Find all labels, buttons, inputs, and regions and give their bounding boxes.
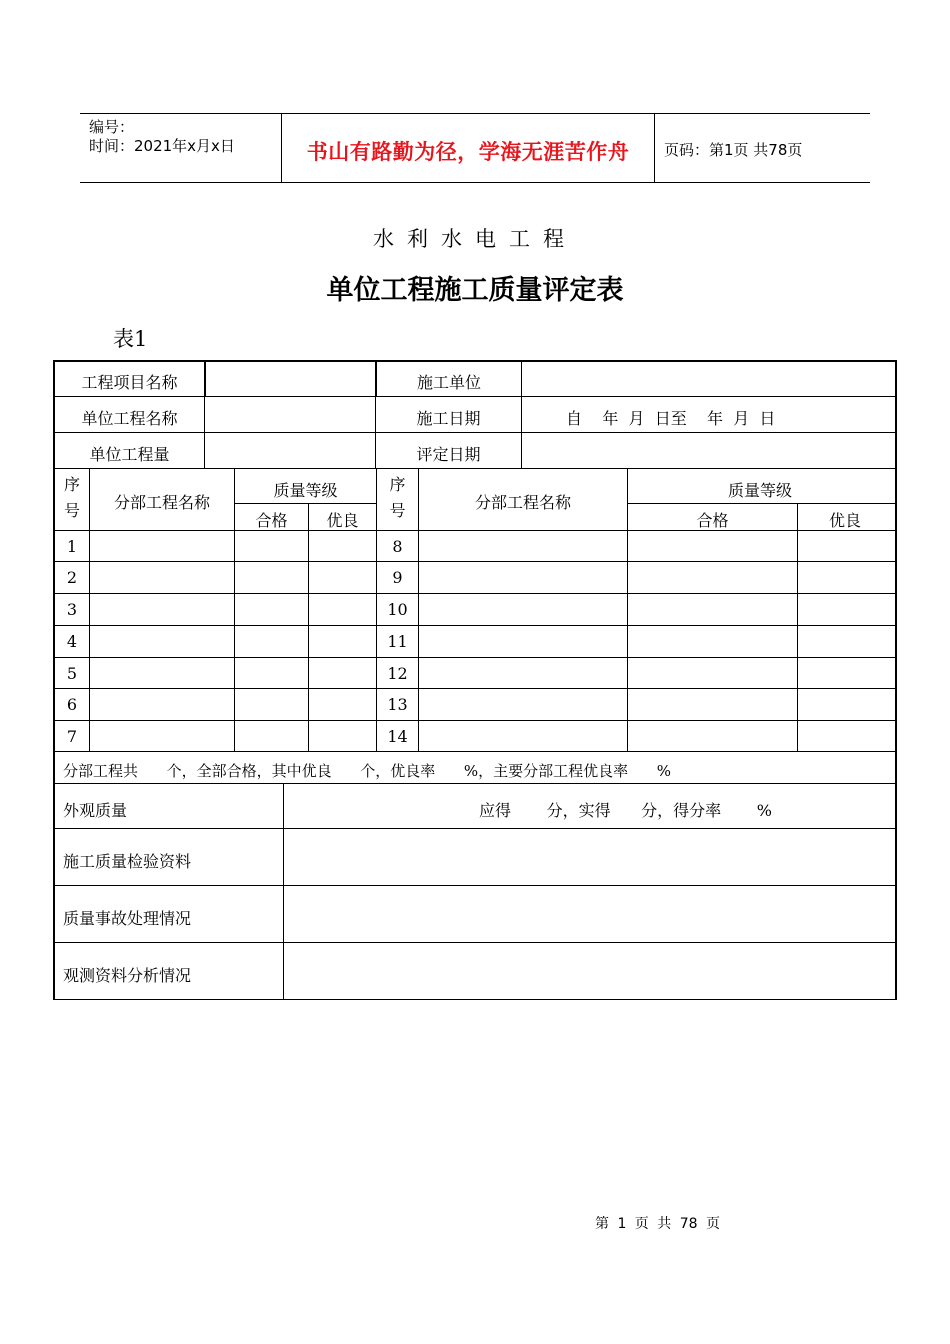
slogan: 书山有路勤为径，学海无涯苦作舟 bbox=[306, 140, 630, 164]
row-divider bbox=[55, 657, 895, 658]
observation-label: 观测资料分析情况 bbox=[63, 966, 192, 985]
construction-unit-field[interactable] bbox=[522, 362, 892, 396]
row-number-right: 14 bbox=[387, 727, 408, 746]
row-number-left: 2 bbox=[66, 568, 78, 587]
unit-quantity-label: 单位工程量 bbox=[89, 445, 170, 464]
row-divider bbox=[235, 503, 376, 504]
observation-field[interactable] bbox=[284, 943, 892, 999]
inspection-label: 施工质量检验资料 bbox=[63, 852, 192, 871]
project-name-field[interactable] bbox=[206, 362, 375, 396]
qualified-header-right: 合格 bbox=[696, 511, 729, 530]
row-number-right: 8 bbox=[392, 537, 403, 556]
appearance-value: 应得 分，实得 分，得分率 % bbox=[479, 801, 772, 820]
accident-field[interactable] bbox=[284, 886, 892, 942]
row-number-right: 10 bbox=[387, 600, 408, 619]
project-name-label: 工程项目名称 bbox=[81, 373, 178, 392]
row-number-left: 7 bbox=[66, 727, 78, 746]
excellent-header-left: 优良 bbox=[326, 511, 359, 530]
qualified-header-left: 合格 bbox=[255, 511, 288, 530]
accident-label: 质量事故处理情况 bbox=[63, 909, 192, 928]
document-subtitle: 水利水电工程 bbox=[373, 227, 577, 251]
document-title: 单位工程施工质量评定表 bbox=[326, 275, 624, 306]
sub-project-name-header-left: 分部工程名称 bbox=[113, 493, 210, 512]
unit-quantity-field[interactable] bbox=[205, 433, 375, 468]
seq-label: 序 bbox=[389, 475, 406, 494]
col-divider bbox=[797, 503, 798, 751]
document-header bbox=[80, 113, 870, 183]
quality-grade-header-right: 质量等级 bbox=[727, 481, 792, 500]
page-info: 页码：第1页 共78页 bbox=[664, 141, 803, 159]
seq-label: 序 bbox=[63, 475, 80, 494]
seq-label: 号 bbox=[63, 501, 80, 520]
header-meta bbox=[89, 118, 235, 156]
row-divider bbox=[55, 783, 895, 784]
inspection-field[interactable] bbox=[284, 829, 892, 885]
number-label: 编号： bbox=[89, 118, 135, 136]
construction-date-label: 施工日期 bbox=[416, 409, 481, 428]
appearance-label: 外观质量 bbox=[63, 801, 128, 820]
row-divider bbox=[55, 688, 895, 689]
row-number-right: 13 bbox=[387, 695, 408, 714]
row-divider bbox=[55, 625, 895, 626]
row-number-right: 11 bbox=[387, 632, 408, 651]
table-label: 表1 bbox=[113, 327, 148, 351]
header-divider bbox=[654, 114, 655, 182]
row-number-left: 6 bbox=[66, 695, 78, 714]
row-divider bbox=[55, 751, 895, 752]
sub-project-name-header-right: 分部工程名称 bbox=[474, 493, 571, 512]
row-divider bbox=[55, 396, 895, 397]
row-number-left: 5 bbox=[66, 664, 78, 683]
page-footer: 第 1 页 共 78 页 bbox=[595, 1216, 720, 1232]
row-number-left: 3 bbox=[66, 600, 78, 619]
excellent-header-right: 优良 bbox=[828, 511, 861, 530]
row-divider bbox=[628, 503, 895, 504]
seq-header-left bbox=[55, 472, 89, 524]
row-divider bbox=[55, 593, 895, 594]
construction-unit-label: 施工单位 bbox=[416, 373, 481, 392]
seq-label: 号 bbox=[389, 501, 406, 520]
summary-line: 分部工程共 个，全部合格，其中优良 个，优良率 %，主要分部工程优良率 % bbox=[63, 762, 671, 780]
unit-project-name-label: 单位工程名称 bbox=[81, 409, 178, 428]
evaluation-date-label: 评定日期 bbox=[416, 445, 481, 464]
seq-header-right bbox=[377, 472, 418, 524]
row-divider bbox=[55, 561, 895, 562]
quality-grade-header-left: 质量等级 bbox=[273, 481, 338, 500]
row-divider bbox=[55, 468, 895, 469]
row-divider bbox=[55, 720, 895, 721]
row-number-right: 9 bbox=[392, 568, 403, 587]
evaluation-date-field[interactable] bbox=[522, 433, 892, 468]
row-number-left: 1 bbox=[66, 537, 78, 556]
time-label: 时间：2021年x月x日 bbox=[89, 137, 235, 155]
row-number-right: 12 bbox=[387, 664, 408, 683]
evaluation-table bbox=[53, 360, 897, 1000]
row-number-left: 4 bbox=[66, 632, 78, 651]
col-divider bbox=[308, 503, 309, 751]
unit-project-name-field[interactable] bbox=[205, 397, 375, 432]
construction-date-value: 自 年 月 日至 年 月 日 bbox=[566, 409, 776, 428]
